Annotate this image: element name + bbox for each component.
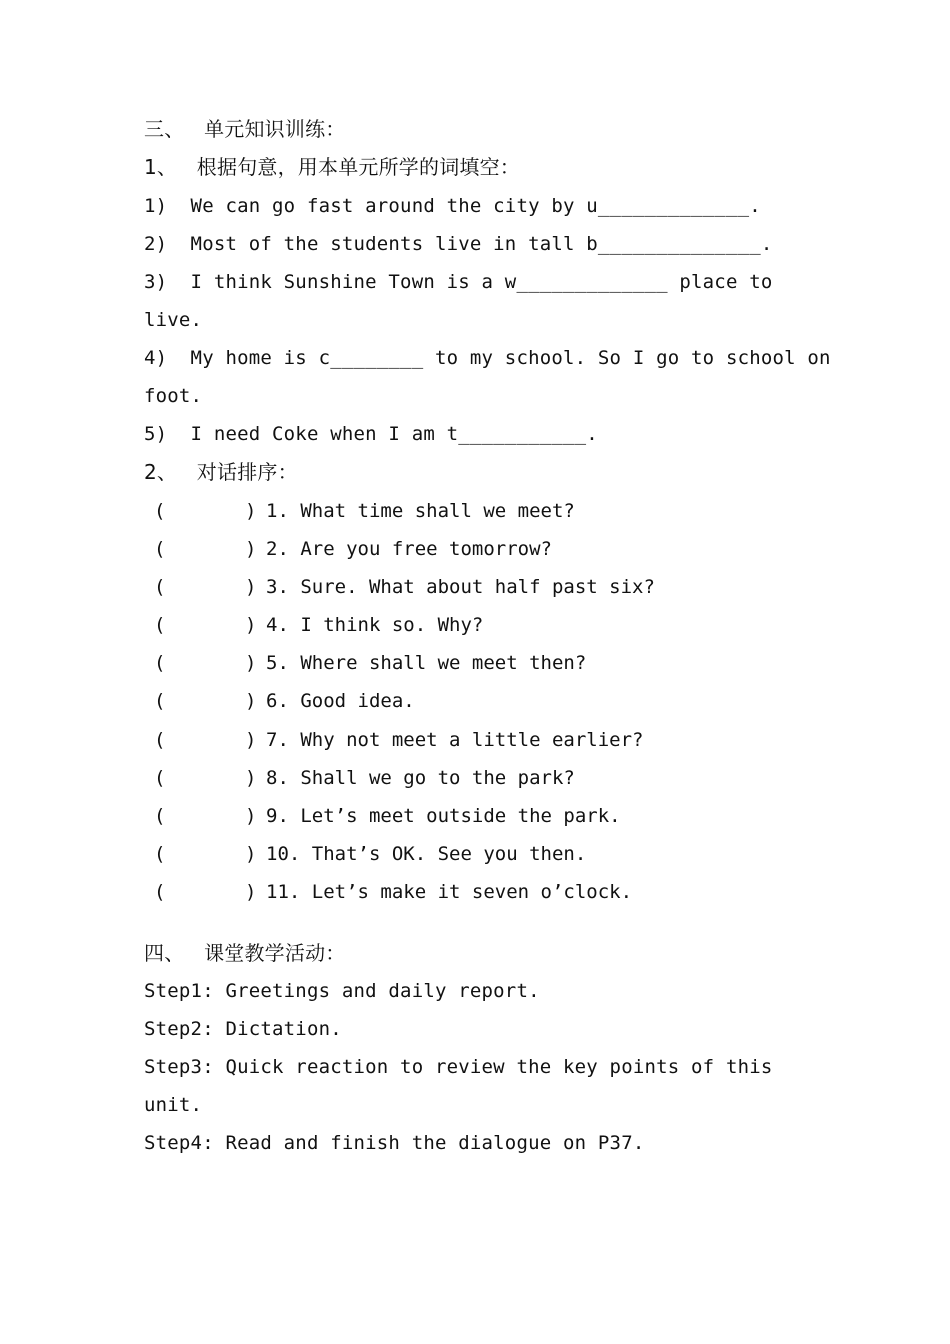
fill-blank-line-4: 4) My home is c________ to my school. So I go to school on xyxy=(144,347,831,369)
open-paren: ( xyxy=(154,881,166,903)
open-paren: ( xyxy=(154,843,166,865)
dialogue-item: 9. Let’s meet outside the park. xyxy=(266,805,621,827)
open-paren: ( xyxy=(154,614,166,636)
close-paren: ) xyxy=(245,614,257,636)
step-line-3: Step3: Quick reaction to review the key points of this xyxy=(144,1056,773,1078)
step-line-3-cont: unit. xyxy=(144,1094,203,1116)
section-3-heading: 三、 单元知识训练： xyxy=(144,117,346,141)
open-paren: ( xyxy=(154,690,166,712)
open-paren: ( xyxy=(154,652,166,674)
step-line-4: Step4: Read and finish the dialogue on P37. xyxy=(144,1132,645,1154)
open-paren: ( xyxy=(154,767,166,789)
part-2-heading: 2、 对话排序： xyxy=(144,460,298,484)
close-paren: ) xyxy=(245,500,257,522)
dialogue-item: 2. Are you free tomorrow? xyxy=(266,538,552,560)
part-1-heading: 1、 根据句意，用本单元所学的词填空： xyxy=(144,155,520,179)
dialogue-item: 7. Why not meet a little earlier? xyxy=(266,729,644,751)
dialogue-item: 10. That’s OK. See you then. xyxy=(266,843,587,865)
dialogue-item: 8. Shall we go to the park? xyxy=(266,767,575,789)
close-paren: ) xyxy=(245,881,257,903)
close-paren: ) xyxy=(245,576,257,598)
section-4-heading: 四、 课堂教学活动： xyxy=(144,941,346,965)
open-paren: ( xyxy=(154,576,166,598)
dialogue-item: 11. Let’s make it seven o’clock. xyxy=(266,881,633,903)
open-paren: ( xyxy=(154,538,166,560)
close-paren: ) xyxy=(245,690,257,712)
fill-blank-line-3-cont: live. xyxy=(144,309,203,331)
dialogue-item: 3. Sure. What about half past six? xyxy=(266,576,655,598)
dialogue-item: 1. What time shall we meet? xyxy=(266,500,575,522)
open-paren: ( xyxy=(154,500,166,522)
close-paren: ) xyxy=(245,729,257,751)
fill-blank-line-5: 5) I need Coke when I am t___________. xyxy=(144,423,598,445)
open-paren: ( xyxy=(154,729,166,751)
close-paren: ) xyxy=(245,805,257,827)
dialogue-item: 5. Where shall we meet then? xyxy=(266,652,587,674)
fill-blank-line-1: 1) We can go fast around the city by u_____________. xyxy=(144,195,761,217)
step-line-1: Step1: Greetings and daily report. xyxy=(144,980,540,1002)
fill-blank-line-2: 2) Most of the students live in tall b______________. xyxy=(144,233,773,255)
close-paren: ) xyxy=(245,767,257,789)
close-paren: ) xyxy=(245,843,257,865)
dialogue-item: 6. Good idea. xyxy=(266,690,415,712)
dialogue-item: 4. I think so. Why? xyxy=(266,614,484,636)
open-paren: ( xyxy=(154,805,166,827)
fill-blank-line-4-cont: foot. xyxy=(144,385,203,407)
close-paren: ) xyxy=(245,538,257,560)
fill-blank-line-3: 3) I think Sunshine Town is a w_____________ place to xyxy=(144,271,773,293)
close-paren: ) xyxy=(245,652,257,674)
step-line-2: Step2: Dictation. xyxy=(144,1018,342,1040)
